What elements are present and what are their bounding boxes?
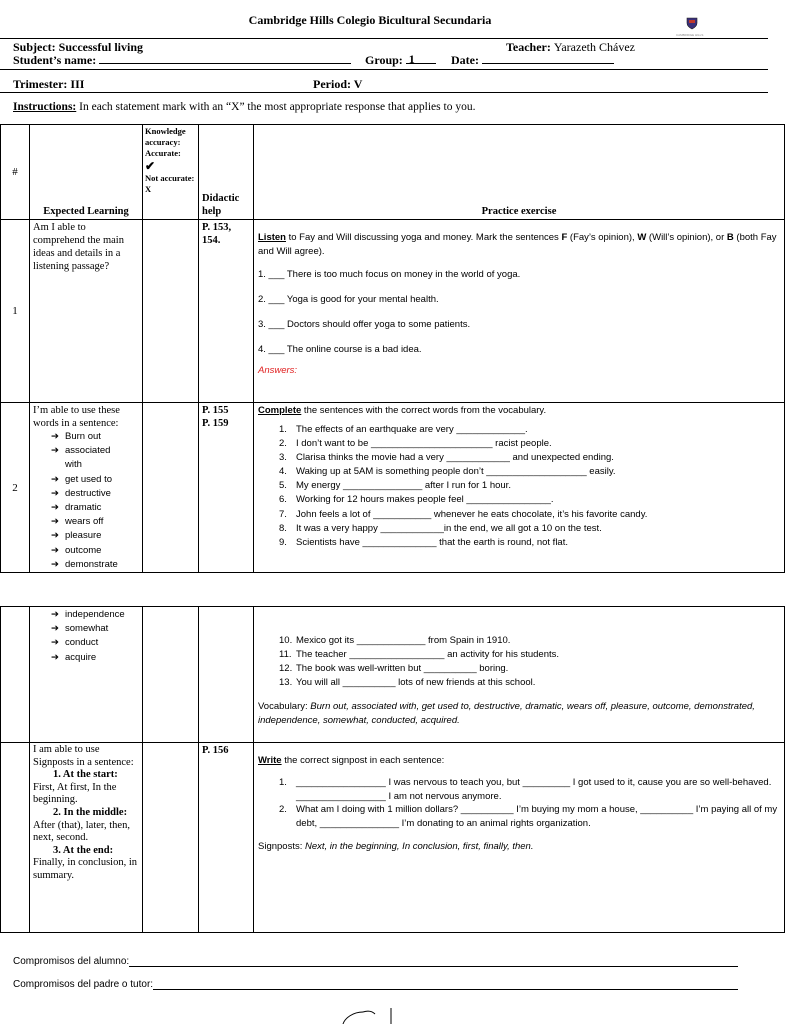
date-label: Date: (451, 53, 479, 67)
list-item (272, 493, 780, 507)
trimester-label: Trimester: (13, 77, 68, 91)
arrow-icon: ➔ (51, 502, 59, 514)
practice-exercise-heading: Practice exercise (481, 206, 557, 217)
item-number: 10. (279, 635, 293, 646)
item-number: 1. (279, 777, 287, 788)
list-item (51, 608, 139, 622)
item-text: The teacher __________________ an activity for his students. (296, 649, 560, 661)
table-row (1, 607, 785, 743)
list-item (51, 529, 139, 543)
didactic-pages (199, 403, 254, 573)
item-number: 1. (279, 424, 287, 435)
vocab-word: get used to (65, 473, 113, 485)
list-item (51, 558, 139, 572)
intro-text: to Fay and Will discussing yoga and money. Mark the sentences (285, 232, 562, 243)
item-text: John feels a lot of ___________ whenever he eats chocolate, it’s his favorite candy. (296, 508, 648, 520)
expected-learning-text: I’m able to use these words in a sentence: (33, 405, 120, 429)
table-row (1, 743, 785, 933)
listening-item: 1. ___ There is too much focus on money in the world of yoga. (258, 269, 521, 280)
item-number: 6. (279, 494, 287, 506)
item-number: 5. (279, 480, 287, 492)
didactic-pages: P. 156 (199, 743, 254, 933)
knowledge-mark-cell[interactable] (143, 607, 199, 743)
knowledge-mark-cell[interactable] (143, 743, 199, 933)
expected-learning-cell (30, 743, 143, 933)
col-expected-header (30, 125, 143, 220)
signpost-end-words: Finally, in conclusion, in summary. (33, 857, 138, 881)
teacher-label: Teacher: (506, 40, 551, 54)
parent-commitment-label: Compromisos del padre o tutor: (13, 979, 154, 990)
vocab-word-list (43, 430, 139, 572)
student-name-label: Student’s name: (13, 53, 97, 67)
list-item (51, 636, 139, 650)
vocab-word-list (43, 608, 139, 665)
col-knowledge-header (143, 125, 199, 220)
intro-text: the correct signpost in each sentence: (281, 755, 445, 766)
period-line (313, 77, 362, 92)
group-label: Group: (365, 53, 403, 67)
arrow-icon: ➔ (51, 473, 59, 485)
signpost-exercise-list (258, 776, 780, 830)
signposts-words: Next, in the beginning, In conclusion, first, finally, then. (305, 841, 534, 852)
item-text: It was a very happy ____________in the end, we all got a 10 on the test. (296, 522, 602, 534)
date-line (451, 53, 614, 68)
intro-text: (Fay’s opinion), (567, 232, 638, 243)
item-number: 2. (279, 804, 287, 815)
practice-exercise-cell (254, 220, 785, 403)
intro-text: (Will’s opinion), or (646, 232, 727, 243)
complete-instructions (258, 404, 780, 418)
item-text: The effects of an earthquake are very _____________. (296, 424, 528, 435)
arrow-icon: ➔ (51, 637, 59, 649)
row-number-cell (1, 607, 30, 743)
opinion-w: W (637, 232, 647, 243)
item-text: What am I doing with 1 million dollars? __________ I’m buying my mom a house, __________ I’m paying all of my debt, _______________ I’m donating to an animal rights organization. (296, 804, 778, 829)
arrow-icon: ➔ (51, 516, 59, 528)
list-item (272, 479, 780, 493)
item-text: I don’t want to be _______________________ racist people. (296, 438, 552, 450)
arrow-icon: ➔ (51, 544, 59, 556)
vocab-word: acquire (65, 651, 97, 663)
list-item (272, 536, 780, 550)
list-item (51, 651, 139, 665)
item-number: 12. (279, 663, 293, 675)
opinion-b: B (726, 232, 734, 243)
parent-commitment-field[interactable] (153, 979, 738, 990)
list-item (51, 515, 139, 529)
instructions (13, 101, 475, 113)
didactic-page: P. 159 (202, 418, 229, 429)
arrow-icon: ➔ (51, 623, 59, 635)
vocabulary-box (258, 700, 780, 728)
student-name-line (13, 53, 351, 68)
header-rule (0, 38, 768, 39)
list-item (272, 423, 780, 437)
list-item (272, 522, 780, 536)
signpost-start-words: First, At first, In the beginning. (33, 781, 117, 806)
parent-commitment-line (13, 979, 738, 990)
arrow-icon: ➔ (51, 558, 59, 570)
student-commitment-line (13, 956, 738, 967)
completion-list (258, 423, 780, 550)
table-row (1, 403, 785, 573)
list-item (51, 473, 139, 487)
didactic-pages: P. 153, 154. (199, 220, 254, 403)
practice-exercise-cell (254, 743, 785, 933)
vocab-word: destructive (65, 487, 111, 499)
group-value: 1 (408, 52, 415, 66)
answers-label: Answers: (258, 365, 298, 376)
vocab-word: somewhat (65, 623, 109, 635)
list-item (272, 437, 780, 451)
learning-table-page1 (0, 124, 785, 573)
list-item (272, 508, 780, 522)
item-number: 4. (279, 466, 287, 478)
didactic-page: P. 155 (202, 405, 229, 416)
vocab-word: wears off (65, 516, 104, 528)
write-instructions (258, 754, 780, 768)
expected-learning-cell (30, 607, 143, 743)
list-item (272, 451, 780, 465)
knowledge-mark-cell[interactable] (143, 220, 199, 403)
vocab-word: associated (65, 445, 111, 457)
listen-verb: Listen (258, 232, 286, 243)
arrow-icon: ➔ (51, 651, 59, 663)
arrow-icon: ➔ (51, 431, 59, 442)
list-item (51, 458, 139, 472)
col-didactic-header (199, 125, 254, 220)
listening-item: 4. ___ The online course is a bad idea. (258, 344, 422, 355)
row-number: 2 (1, 403, 30, 573)
list-item (51, 487, 139, 501)
item-number: 13. (279, 677, 293, 689)
list-item (51, 430, 139, 444)
item-text: Scientists have ______________ that the earth is round, not flat. (296, 536, 568, 548)
period-rule (0, 92, 768, 93)
list-item (272, 634, 780, 648)
instructions-text: In each statement mark with an “X” the most appropriate response that applies to you. (76, 101, 476, 113)
signpost-end-heading: 3. At the end: (53, 844, 114, 856)
student-commitment-label: Compromisos del alumno: (13, 956, 130, 967)
signposts-box (258, 840, 780, 854)
trimester-value: III (70, 77, 85, 91)
trimester-line (13, 77, 84, 92)
vocabulary-words: Burn out, associated with, get used to, destructive, dramatic, wears off, pleasure, outcome, demonstrated, independence, somewhat, conducted, acquired. (258, 701, 755, 727)
item-number: 11. (279, 649, 292, 661)
vocab-word: Burn out (65, 431, 101, 442)
item-number: 3. (279, 452, 287, 464)
vocabulary-label: Vocabulary: (258, 701, 311, 713)
opinion-f: F (561, 232, 568, 243)
vocab-word: demonstrate (65, 558, 118, 570)
table-row (1, 220, 785, 403)
list-item (272, 676, 780, 690)
listening-item: 3. ___ Doctors should offer yoga to some patients. (258, 319, 471, 330)
list-item (272, 803, 780, 830)
crest-caption: CAMBRIDGE HILLS (676, 33, 704, 37)
item-text: Waking up at 5AM is something people don’t ___________________ easily. (296, 466, 616, 478)
date-field[interactable] (482, 53, 614, 64)
list-item (272, 662, 780, 676)
item-number: 9. (279, 536, 287, 548)
period-label: Period: (313, 77, 351, 91)
signpost-start-heading: 1. At the start: (53, 769, 118, 781)
vocab-word: pleasure (65, 530, 102, 542)
school-crest-icon (685, 16, 699, 30)
col-num-header: # (1, 125, 30, 220)
knowledge-mark-cell[interactable] (143, 403, 199, 573)
subheader-rule (0, 69, 768, 70)
arrow-icon: ➔ (51, 487, 59, 499)
student-commitment-field[interactable] (129, 956, 738, 967)
signposts-label: Signposts: (258, 841, 305, 852)
not-accurate-label: Not accurate: X (145, 173, 195, 194)
period-value: V (353, 77, 363, 91)
signpost-middle-heading: 2. In the middle: (53, 806, 128, 818)
subject-label: Subject: (13, 40, 56, 54)
item-text: Working for 12 hours makes people feel ________________. (296, 494, 554, 506)
signature-mark (335, 1000, 405, 1024)
item-text: My energy _______________ after I run for 1 hour. (296, 480, 511, 492)
practice-exercise-cell (254, 607, 785, 743)
list-item (51, 444, 139, 458)
signpost-middle-words: After (that), later, then, next, second. (33, 819, 130, 844)
listening-item: 2. ___ Yoga is good for your mental health. (258, 294, 439, 305)
item-text: You will all __________ lots of new friends at this school. (296, 677, 536, 689)
item-number: 8. (279, 522, 287, 534)
listen-instructions (258, 231, 780, 259)
list-item (51, 501, 139, 515)
arrow-icon: ➔ (51, 530, 59, 542)
expected-learning-cell (30, 403, 143, 573)
arrow-icon: ➔ (51, 445, 59, 457)
item-text: _________________ I was nervous to teach you, but _________ I got used to it, cause you are so well-behaved. _________________ I am not nervous anymore. (296, 777, 772, 802)
row-number-cell (1, 743, 30, 933)
didactic-help-heading: Didactic help (202, 193, 240, 217)
list-item (272, 776, 780, 803)
arrow-icon: ➔ (51, 609, 59, 620)
vocab-word: with (65, 459, 82, 471)
vocab-word: dramatic (65, 502, 102, 514)
completion-list (258, 634, 780, 690)
didactic-cell (199, 607, 254, 743)
item-text: The book was well-written but __________ boring. (296, 663, 509, 675)
expected-learning-text: I am able to use Signposts in a sentence: (33, 744, 134, 768)
row-number: 1 (1, 220, 30, 403)
item-text: Clarisa thinks the movie had a very ____________ and unexpected ending. (296, 452, 614, 464)
student-name-field[interactable] (99, 53, 351, 64)
checkmark-icon: ✔ (145, 159, 156, 173)
expected-learning-text: Am I able to comprehend the main ideas and details in a listening passage? (30, 220, 143, 403)
subject-value: Successful living (58, 40, 144, 54)
practice-exercise-cell (254, 403, 785, 573)
list-item (272, 648, 780, 662)
knowledge-label: Knowledge accuracy: (145, 126, 186, 147)
list-item (51, 544, 139, 558)
vocab-word: independence (65, 609, 125, 620)
vocab-word: conduct (65, 637, 99, 649)
group-line (365, 53, 436, 68)
accurate-label: Accurate: (145, 148, 181, 158)
col-practice-header (254, 125, 785, 220)
item-number: 7. (279, 508, 287, 520)
write-verb: Write (258, 755, 282, 766)
table-header-row (1, 125, 785, 220)
vocab-word: outcome (65, 544, 102, 556)
intro-text: (both Fay and Will agree). (258, 232, 777, 257)
list-item (51, 622, 139, 636)
item-number: 2. (279, 438, 287, 450)
list-item (272, 465, 780, 479)
school-title: Cambridge Hills Colegio Bicultural Secundaria (248, 13, 492, 27)
item-text: Mexico got its _____________ from Spain in 1910. (296, 635, 511, 646)
group-field[interactable] (406, 53, 436, 64)
intro-text: the sentences with the correct words from the vocabulary. (301, 405, 547, 416)
teacher-value: Yarazeth Chávez (553, 40, 635, 54)
expected-learning-heading: Expected Learning (43, 206, 129, 217)
complete-verb: Complete (258, 405, 302, 416)
instructions-label: Instructions: (13, 101, 77, 113)
learning-table-page2 (0, 606, 785, 933)
